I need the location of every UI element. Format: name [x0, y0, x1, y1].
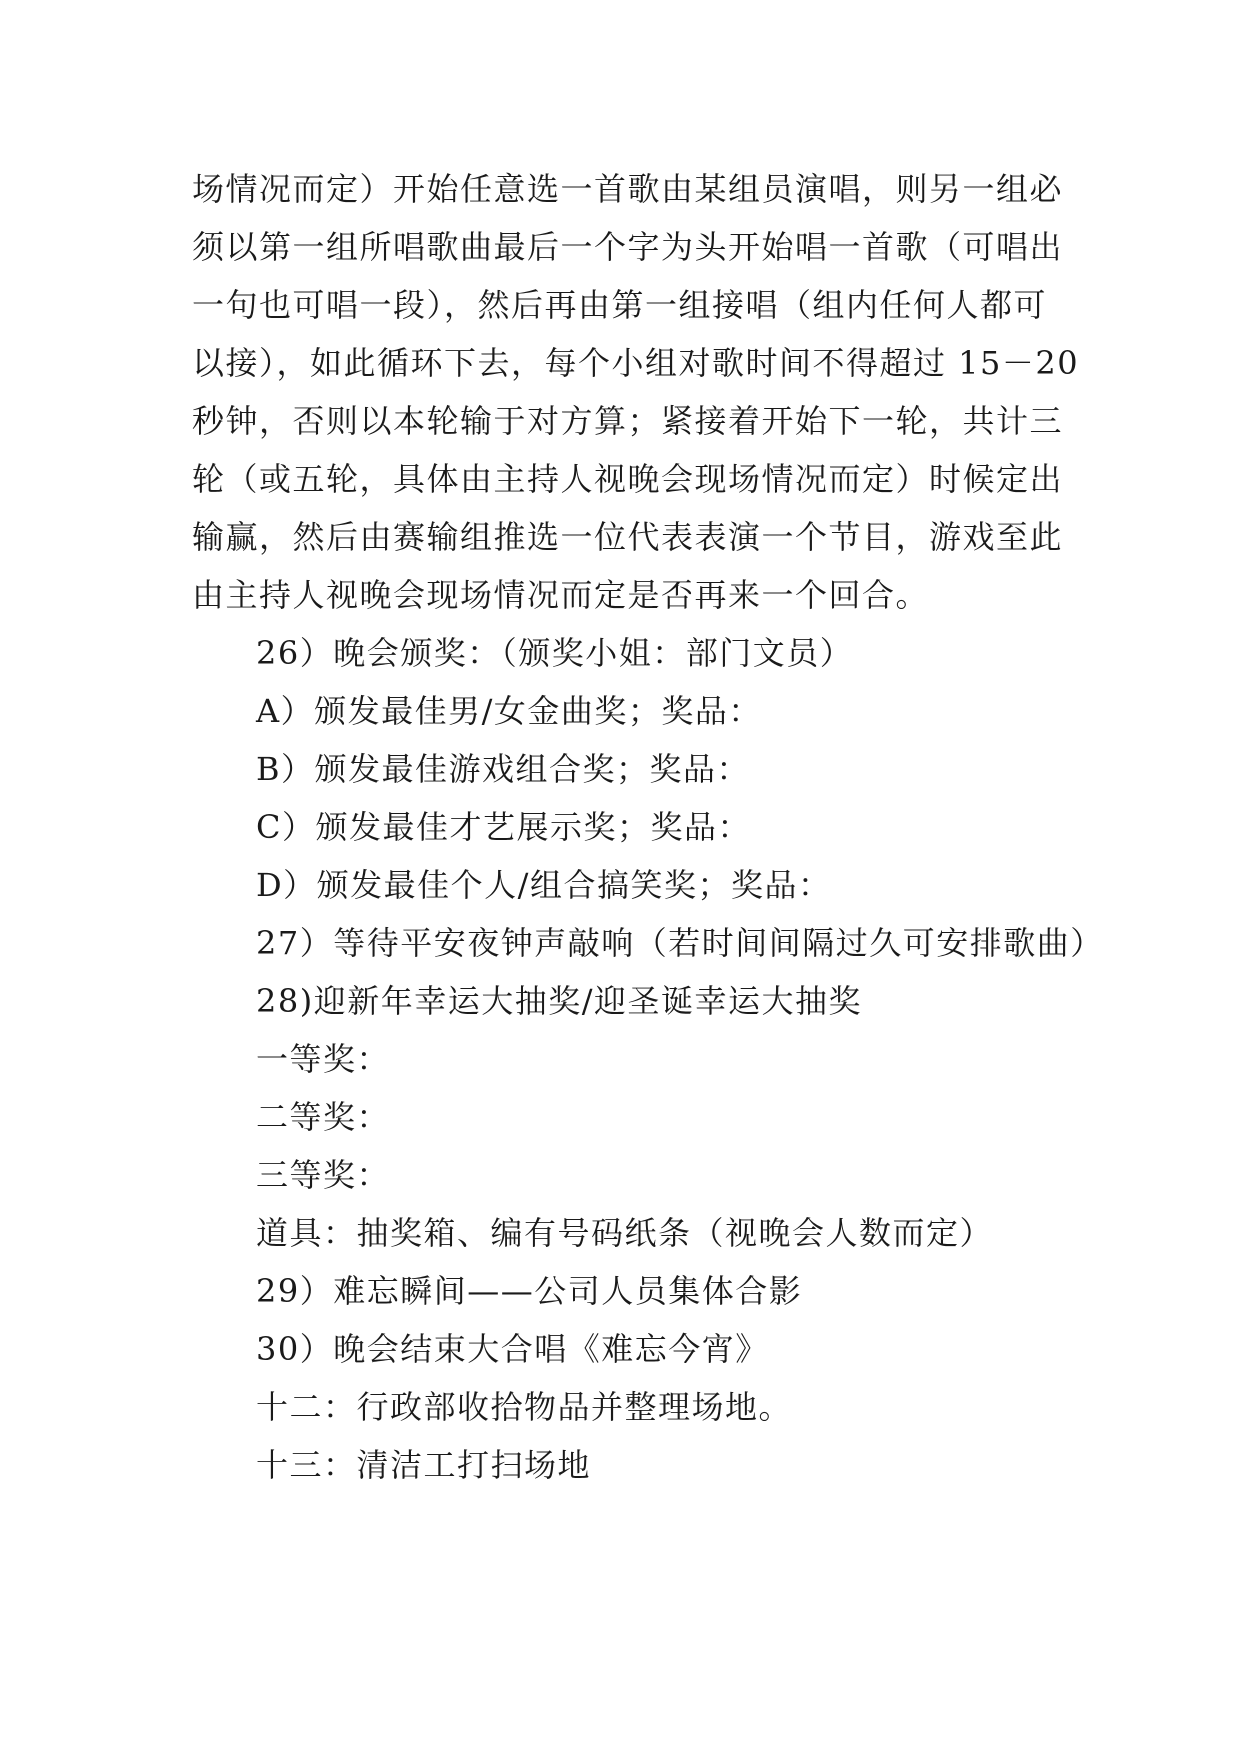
second-prize-line: 二等奖：	[256, 1098, 391, 1136]
item-28-lucky-draw: 28)迎新年幸运大抽奖/迎圣诞幸运大抽奖	[256, 982, 862, 1020]
award-a-line: A）颁发最佳男/女金曲奖；奖品：	[256, 692, 762, 730]
paragraph-line: 一句也可唱一段），然后再由第一组接唱（组内任何人都可	[192, 286, 1048, 324]
paragraph-line: 秒钟，否则以本轮输于对方算；紧接着开始下一轮，共计三	[192, 402, 1064, 440]
paragraph-line: 轮（或五轮，具体由主持人视晚会现场情况而定）时候定出	[192, 460, 1064, 498]
paragraph-line: 须以第一组所唱歌曲最后一个字为头开始唱一首歌（可唱出	[192, 228, 1064, 266]
first-prize-line: 一等奖：	[256, 1040, 391, 1078]
paragraph-line: 输赢，然后由赛输组推选一位代表表演一个节目，游戏至此	[192, 518, 1064, 556]
third-prize-line: 三等奖：	[256, 1156, 391, 1194]
paragraph-line: 场情况而定）开始任意选一首歌由某组员演唱，则另一组必	[192, 170, 1064, 208]
section-12-line: 十二：行政部收拾物品并整理场地。	[256, 1388, 793, 1426]
paragraph-line: 以接），如此循环下去，每个小组对歌时间不得超过 15－20	[192, 344, 1080, 382]
item-29-group-photo: 29）难忘瞬间——公司人员集体合影	[256, 1272, 803, 1310]
section-13-line: 十三：清洁工打扫场地	[256, 1446, 592, 1484]
item-30-closing-chorus: 30）晚会结束大合唱《难忘今宵》	[256, 1330, 769, 1368]
item-26-award-ceremony: 26）晚会颁奖：（颁奖小姐：部门文员）	[256, 634, 854, 672]
award-b-line: B）颁发最佳游戏组合奖；奖品：	[256, 750, 751, 788]
props-line: 道具：抽奖箱、编有号码纸条（视晚会人数而定）	[256, 1214, 994, 1252]
document-body	[192, 160, 1104, 1494]
award-d-line: D）颁发最佳个人/组合搞笑奖；奖品：	[256, 866, 832, 904]
paragraph-line: 由主持人视晚会现场情况而定是否再来一个回合。	[192, 576, 930, 614]
item-27-christmas-bell: 27）等待平安夜钟声敲响（若时间间隔过久可安排歌曲）	[256, 924, 1104, 962]
award-c-line: C）颁发最佳才艺展示奖；奖品：	[256, 808, 751, 846]
